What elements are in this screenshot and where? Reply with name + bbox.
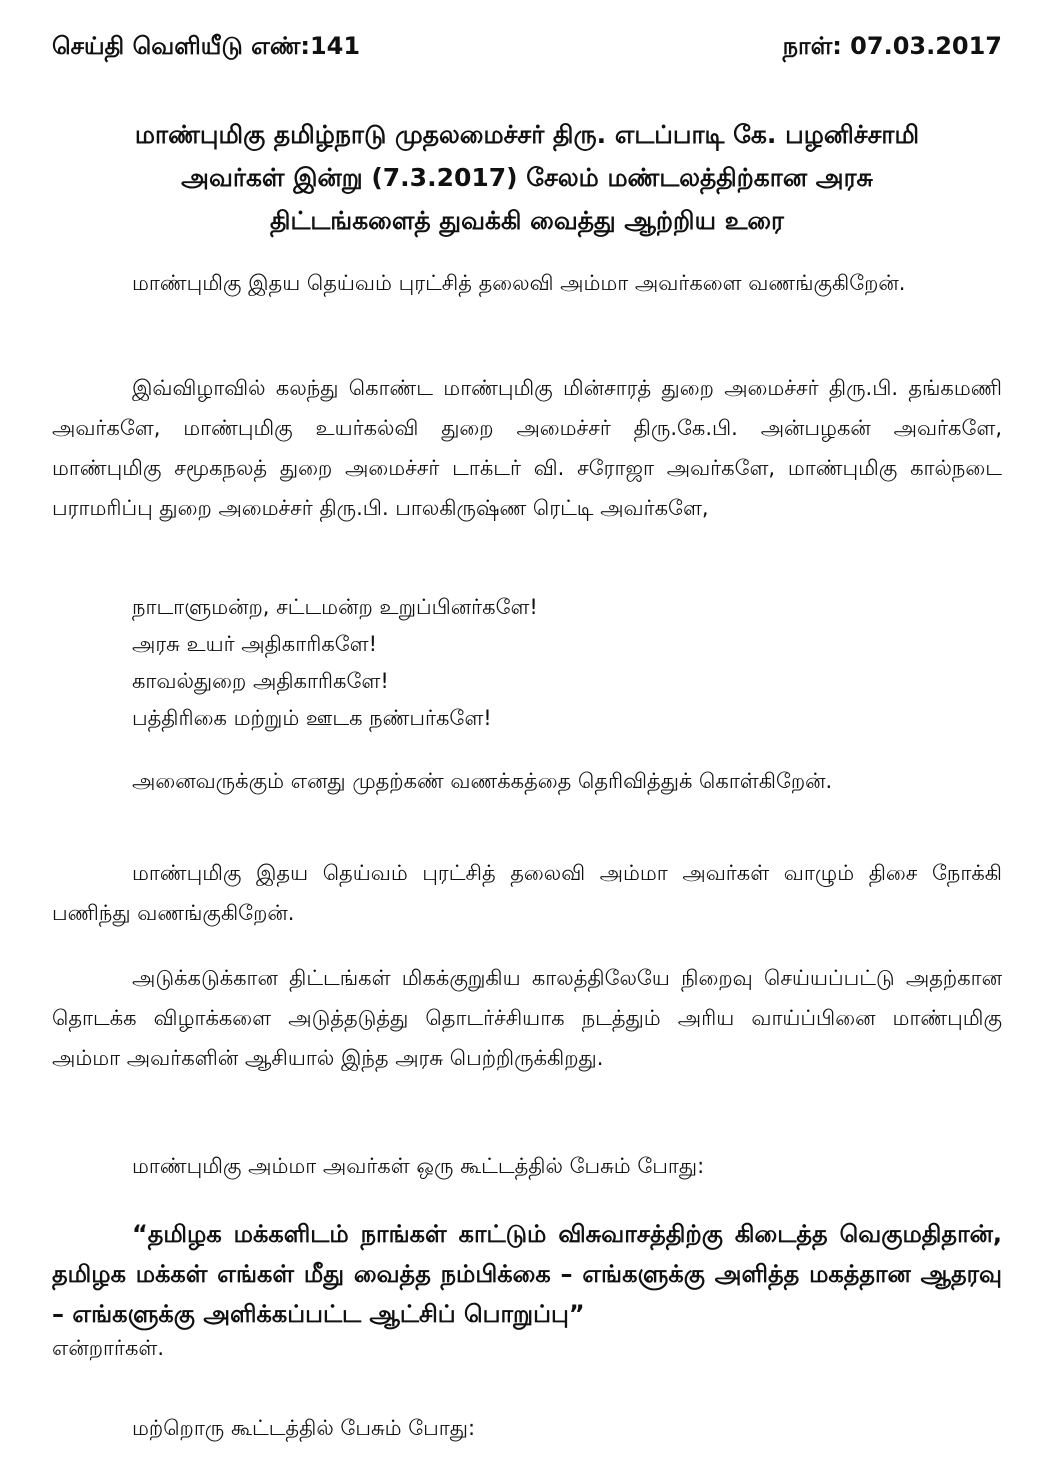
paragraph-homage <box>52 853 1002 933</box>
paragraph-thanks <box>52 761 1002 801</box>
title-line-1: மாண்புமிகு தமிழ்நாடு முதலமைச்சர் திரு. எடப்பாடி கே. பழனிச்சாமி <box>134 120 920 149</box>
paragraph-text: மாண்புமிகு அம்மா அவர்கள் ஒரு கூட்டத்தில் பேசும் போது: <box>132 1154 705 1178</box>
paragraph-dignitaries <box>52 368 1002 528</box>
paragraph-projects <box>52 958 1002 1078</box>
quote-attribution: என்றார்கள். <box>52 1336 165 1360</box>
paragraph-salutation <box>52 263 1002 303</box>
paragraph-text: மாண்புமிகு இதய தெய்வம் புரட்சித் தலைவி அம்மா அவர்களை வணங்குகிறேன். <box>132 271 906 295</box>
paragraph-another-meeting: மற்றொரு கூட்டத்தில் பேசும் போது: <box>132 1416 476 1440</box>
quote-block <box>52 1214 1002 1334</box>
release-date: நாள்: 07.03.2017 <box>782 32 1002 60</box>
paragraph-text: மாண்புமிகு இதய தெய்வம் புரட்சித் தலைவி அம்மா அவர்கள் வாழும் திசை நோக்கி பணிந்து வணங்குகிறேன். <box>52 861 1002 925</box>
header-row <box>52 28 1002 64</box>
paragraph-text: அனைவருக்கும் எனது முதற்கண் வணக்கத்தை தெரிவித்துக் கொள்கிறேன். <box>132 769 833 793</box>
paragraph-text: அடுக்கடுக்கான திட்டங்கள் மிகக்குறுகிய காலத்திலேயே நிறைவு செய்யப்பட்டு அதற்கான தொடக்க விழாக்களை அடுத்தடுத்து தொடர்ச்சியாக நடத்தும் அரிய வாய்ப்பினை மாண்புமிகு அம்மா அவர்களின் ஆசியால் இந்த அரசு பெற்றிருக்கிறது. <box>52 966 1002 1070</box>
greeting-item: காவல்துறை அதிகாரிகளே! <box>132 669 389 693</box>
greeting-item: பத்திரிகை மற்றும் ஊடக நண்பர்களே! <box>132 706 492 730</box>
quote-text: “தமிழக மக்களிடம் நாங்கள் காட்டும் விசுவாசத்திற்கு கிடைத்த வெகுமதிதான், தமிழக மக்கள் எங்கள் மீது வைத்த நம்பிக்கை – எங்களுக்கு அளித்த மகத்தான ஆதரவு – எங்களுக்கு அளிக்கப்பட்ட ஆட்சிப் பொறுப்பு” <box>52 1220 1002 1328</box>
greeting-item: நாடாளுமன்ற, சட்டமன்ற உறுப்பினர்களே! <box>132 595 538 619</box>
paragraph-quote-intro <box>52 1146 1002 1186</box>
paragraph-text: இவ்விழாவில் கலந்து கொண்ட மாண்புமிகு மின்சாரத் துறை அமைச்சர் திரு.பி. தங்கமணி அவர்களே, மாண்புமிகு உயர்கல்வி துறை அமைச்சர் திரு.கே.பி. அன்பழகன் அவர்களே, மாண்புமிகு சமூகநலத் துறை அமைச்சர் டாக்டர் வி. சரோஜா அவர்களே, மாண்புமிகு கால்நடை பராமரிப்பு துறை அமைச்சர் திரு.பி. பாலகிருஷ்ண ரெட்டி அவர்களே, <box>52 376 1002 520</box>
greetings-list <box>132 589 538 737</box>
title-line-2: அவர்கள் இன்று (7.3.2017) சேலம் மண்டலத்திற்கான அரசு <box>181 163 873 192</box>
title-line-3: திட்டங்களைத் துவக்கி வைத்து ஆற்றிய உரை <box>270 206 784 235</box>
greeting-item: அரசு உயர் அதிகாரிகளே! <box>132 632 378 656</box>
release-number: செய்தி வெளியீடு எண்:141 <box>52 32 361 60</box>
page-title <box>40 113 1014 242</box>
